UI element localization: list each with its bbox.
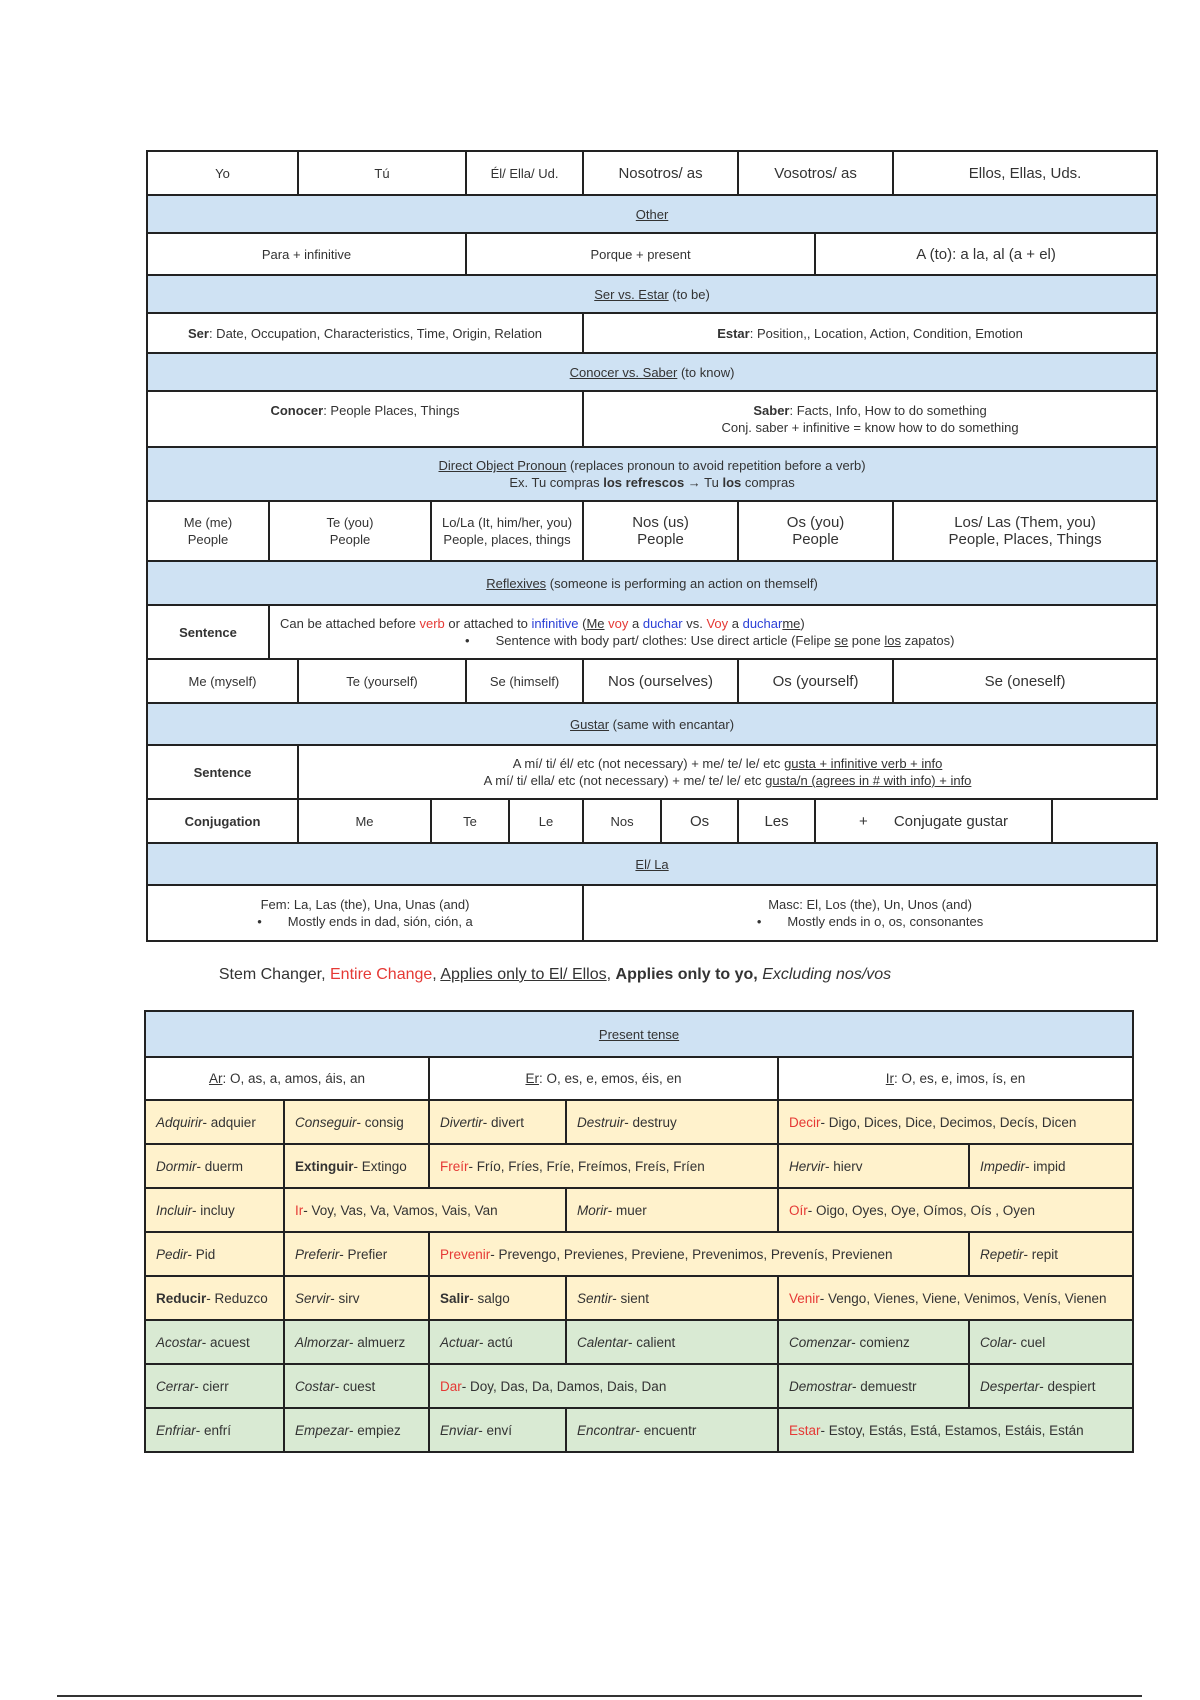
verb-cell [566, 1188, 778, 1232]
verb-infinitive: Divertir [440, 1114, 483, 1130]
verb-infinitive: Encontrar [577, 1422, 636, 1438]
rule-text: or attached to [444, 616, 532, 631]
verb-cell [284, 1100, 429, 1144]
reflexive-pronoun: Os (yourself) [738, 659, 893, 703]
verb-infinitive: Incluir [156, 1202, 193, 1218]
page-bottom-rule [57, 1695, 1142, 1697]
rule-text: a [728, 616, 743, 631]
verb-forms: - Prevengo, Previenes, Previene, Prevenimos, Prevenís, Previenen [490, 1246, 893, 1262]
reflexive-pronoun: Se (oneself) [893, 659, 1157, 703]
section-header-el-la [147, 843, 1157, 885]
er-label: Er [525, 1071, 539, 1086]
verb-infinitive: Salir [440, 1290, 470, 1306]
verb-stem: - acuest [201, 1334, 250, 1350]
reflexive-sentence-label: Sentence [147, 605, 269, 659]
ir-label: Ir [885, 1071, 894, 1086]
verb-cell [284, 1276, 429, 1320]
reflexive-pronoun: Nos (ourselves) [583, 659, 738, 703]
rule-text: zapatos) [900, 633, 955, 648]
pronoun-cell: Vosotros/ as [738, 151, 893, 195]
pronoun-cell: Ellos, Ellas, Uds. [893, 151, 1157, 195]
er-endings-text: : O, es, e, emos, éis, en [538, 1071, 682, 1086]
verb-cell [284, 1232, 429, 1276]
ar-label: Ar [208, 1071, 223, 1086]
rule-verb: voy [608, 616, 629, 631]
dop-pronouns-row [147, 501, 1157, 561]
verb-stem: - encuentr [635, 1422, 697, 1438]
rule-text: A mí/ ti/ él/ etc (not necessary) + me/ te/ le/ etc [512, 756, 785, 771]
verb-cell [429, 1320, 566, 1364]
verb-cell [566, 1320, 778, 1364]
dop-cell [738, 501, 893, 561]
dop-usage: People [792, 531, 839, 548]
gustar-header-rest: (same with encantar) [609, 716, 735, 732]
verb-cell [145, 1144, 284, 1188]
verb-infinitive: Empezar [295, 1422, 350, 1438]
grammar-reference-table [146, 150, 1158, 942]
verb-cell [969, 1144, 1133, 1188]
verb-stem: - adquier [202, 1114, 256, 1130]
rule-article: los [884, 633, 901, 648]
verb-stem: - Pid [187, 1246, 216, 1262]
verb-forms: - Oigo, Oyes, Oye, Oímos, Oís , Oyen [807, 1202, 1036, 1218]
verb-cell [284, 1364, 429, 1408]
dop-pronoun: Lo/La (It, him/her, you) [441, 515, 573, 530]
dop-example-bold2: los [722, 475, 742, 490]
verb-row [145, 1144, 1133, 1188]
rule-text: A mí/ ti/ ella/ etc (not necessary) + me/ te/ le/ etc [483, 773, 766, 788]
verb-stem: - Prefier [339, 1246, 388, 1262]
other-item: A (to): a la, al (a + el) [815, 233, 1157, 275]
verb-stem: - almuerz [349, 1334, 406, 1350]
rule-text: ) [800, 616, 805, 631]
pronoun-cell: Tú [298, 151, 466, 195]
verb-stem: - sirv [330, 1290, 360, 1306]
verb-infinitive: Estar [789, 1422, 821, 1438]
verb-stem: - comienz [851, 1334, 910, 1350]
verb-cell [284, 1144, 429, 1188]
verb-cell [778, 1276, 1133, 1320]
rule-text: pone [848, 633, 885, 648]
verb-infinitive: Sentir [577, 1290, 613, 1306]
verb-cell [145, 1364, 284, 1408]
verb-cell [778, 1320, 969, 1364]
rule-pronoun: se [834, 633, 849, 648]
estar-text: : Position,, Location, Action, Condition, Emotion [749, 325, 1023, 341]
verb-infinitive: Destruir [577, 1114, 625, 1130]
verb-cell [145, 1276, 284, 1320]
verb-cell [429, 1144, 778, 1188]
verb-cell [969, 1320, 1133, 1364]
legend-separator: , [432, 966, 441, 983]
verb-cell [429, 1408, 566, 1452]
other-item: Para + infinitive [147, 233, 466, 275]
dop-example-arrow: → Tu [684, 475, 723, 490]
rule-underlined: gusta/n (agrees in # with info) + info [765, 773, 972, 788]
verb-stem: - sient [612, 1290, 650, 1306]
legend-el-ellos: Applies only to El/ Ellos [440, 966, 607, 983]
verb-cell [778, 1144, 969, 1188]
verb-stem: - Reduzco [206, 1290, 268, 1306]
endings-row [145, 1057, 1133, 1100]
verb-forms: - Digo, Dices, Dice, Decimos, Decís, Dicen [820, 1114, 1077, 1130]
verb-infinitive: Demostrar [789, 1378, 853, 1394]
rule-pronoun: me [782, 616, 801, 631]
reflexives-header-rest: (someone is performing an action on themself) [546, 575, 818, 591]
saber-label: Saber [753, 403, 790, 418]
verb-infinitive: Preferir [295, 1246, 340, 1262]
verb-cell [284, 1188, 566, 1232]
legend-excluding: Excluding nos/vos [762, 966, 892, 983]
verb-infinitive: Enviar [440, 1422, 479, 1438]
dop-header-link: Direct Object Pronoun [438, 458, 567, 473]
gustar-sentence-label: Sentence [147, 745, 298, 799]
verb-forms: - Voy, Vas, Va, Vamos, Vais, Van [303, 1202, 498, 1218]
verb-infinitive: Decir [789, 1114, 821, 1130]
ser-estar-header-link: Ser vs. Estar [594, 286, 669, 302]
saber-cell [583, 391, 1157, 447]
saber-line2: Conj. saber + infinitive = know how to do something [721, 420, 1019, 435]
legend-yo: Applies only to yo, [615, 966, 758, 983]
verb-stem: - actú [479, 1334, 513, 1350]
ser-cell [147, 313, 583, 353]
dop-pronoun: Nos (us) [632, 514, 689, 531]
verb-cell [429, 1100, 566, 1144]
dop-cell [893, 501, 1157, 561]
verb-stem: - cierr [194, 1378, 229, 1394]
rule-verb: Voy [706, 616, 729, 631]
verb-stem: - enví [478, 1422, 513, 1438]
verb-cell [284, 1320, 429, 1364]
verb-stem: - demuestr [852, 1378, 917, 1394]
conocer-cell [147, 391, 583, 447]
verb-cell [145, 1100, 284, 1144]
dop-pronoun: Me (me) [183, 515, 233, 530]
verb-stem: - cuest [334, 1378, 376, 1394]
el-la-header-text: El/ La [635, 856, 669, 872]
verb-cell [566, 1408, 778, 1452]
conocer-saber-header-link: Conocer vs. Saber [569, 364, 678, 380]
verb-infinitive: Pedir [156, 1246, 188, 1262]
dop-cell [583, 501, 738, 561]
reflexive-pronoun: Te (yourself) [298, 659, 466, 703]
ser-estar-header-rest: (to be) [668, 286, 710, 302]
verb-stem: - hierv [825, 1158, 863, 1174]
verb-cell [284, 1408, 429, 1452]
dop-usage: People, places, things [443, 532, 571, 547]
verb-infinitive: Comenzar [789, 1334, 852, 1350]
section-header-present-tense [145, 1011, 1133, 1057]
section-header-reflexives [147, 561, 1157, 605]
verb-stem: - salgo [469, 1290, 510, 1306]
verb-cell [778, 1188, 1133, 1232]
conjugation-pronoun: Le [509, 799, 583, 843]
section-header-other [147, 195, 1157, 233]
verb-stem: - divert [482, 1114, 525, 1130]
dop-cell [431, 501, 583, 561]
verb-cell [566, 1100, 778, 1144]
verb-forms: - Estoy, Estás, Está, Estamos, Estáis, Están [820, 1422, 1084, 1438]
legend-entire-change: Entire Change [330, 966, 433, 983]
verb-stem: - Extingo [353, 1158, 407, 1174]
verb-stem: - despiert [1039, 1378, 1096, 1394]
section-header-direct-object-pronoun [147, 447, 1157, 501]
rule-text: vs. [682, 616, 707, 631]
dop-usage: People [637, 531, 684, 548]
verb-infinitive: Freír [440, 1158, 469, 1174]
verb-infinitive: Calentar [577, 1334, 629, 1350]
verb-infinitive: Conseguir [295, 1114, 357, 1130]
section-header-ser-estar [147, 275, 1157, 313]
verb-infinitive: Impedir [980, 1158, 1026, 1174]
verb-cell [778, 1364, 969, 1408]
ir-endings-text: : O, es, e, imos, ís, en [894, 1071, 1026, 1086]
conjugation-pronoun: Te [431, 799, 509, 843]
verb-stem: - destruy [624, 1114, 677, 1130]
saber-text: : Facts, Info, How to do something [789, 403, 987, 418]
conjugation-label: Conjugation [147, 799, 298, 843]
reflexives-header-link: Reflexives [486, 575, 547, 591]
plus-sign: + [859, 812, 868, 830]
verb-infinitive: Repetir [980, 1246, 1024, 1262]
verb-cell [566, 1276, 778, 1320]
verb-cell [778, 1408, 1133, 1452]
dop-usage: People [187, 532, 229, 547]
legend-stem-changer: Stem Changer, [218, 966, 330, 983]
verb-forms: - Doy, Das, Da, Damos, Dais, Dan [461, 1378, 667, 1394]
dop-cell [269, 501, 431, 561]
verb-infinitive: Extinguir [295, 1158, 354, 1174]
gustar-header-link: Gustar [570, 716, 610, 732]
verb-infinitive: Almorzar [295, 1334, 350, 1350]
conjugate-gustar-text: Conjugate gustar [893, 812, 1009, 830]
verb-row [145, 1364, 1133, 1408]
verb-infinitive: Colar [980, 1334, 1013, 1350]
section-header-conocer-saber [147, 353, 1157, 391]
verb-row [145, 1188, 1133, 1232]
verb-infinitive: Cerrar [156, 1378, 195, 1394]
verb-infinitive: Hervir [789, 1158, 825, 1174]
verb-infinitive: Dormir [156, 1158, 197, 1174]
rule-text: Sentence with body part/ clothes: Use direct article (Felipe [495, 633, 835, 648]
masculine-cell [583, 885, 1157, 941]
verb-stem: - empiez [349, 1422, 401, 1438]
rule-infinitive: duchar [642, 616, 683, 631]
verb-infinitive: Dar [440, 1378, 462, 1394]
verb-cell [969, 1232, 1133, 1276]
er-endings [429, 1057, 778, 1100]
verb-cell [429, 1364, 778, 1408]
verb-infinitive: Prevenir [440, 1246, 491, 1262]
rule-text: Can be attached before [280, 616, 420, 631]
ir-endings [778, 1057, 1133, 1100]
conjugation-pronoun: Les [738, 799, 815, 843]
estar-cell [583, 313, 1157, 353]
ar-endings [145, 1057, 429, 1100]
verb-forms: - Frío, Fríes, Fríe, Freímos, Freís, Fríen [468, 1158, 705, 1174]
legend-separator: , [606, 966, 616, 983]
reflexive-sentence-rules [269, 605, 1157, 659]
verb-cell [145, 1408, 284, 1452]
verb-cell [145, 1188, 284, 1232]
ser-text: : Date, Occupation, Characteristics, Time, Origin, Relation [208, 325, 543, 341]
verb-row [145, 1232, 1133, 1276]
verb-infinitive: Adquirir [156, 1114, 203, 1130]
dop-usage: People, Places, Things [948, 531, 1102, 548]
reflexive-pronoun: Me (myself) [147, 659, 298, 703]
dop-example-suffix: compras [741, 475, 795, 490]
conjugation-pronoun: Me [298, 799, 431, 843]
dop-usage: People [329, 532, 371, 547]
ar-endings-text: : O, as, a, amos, áis, an [222, 1071, 366, 1086]
rule-text: a [628, 616, 643, 631]
dop-cell [147, 501, 269, 561]
gustar-conjugation-row [147, 799, 1157, 843]
verb-cell [145, 1232, 284, 1276]
verb-infinitive: Costar [295, 1378, 335, 1394]
rule-verb: verb [419, 616, 445, 631]
verb-infinitive: Oír [789, 1202, 808, 1218]
verb-stem: - calient [628, 1334, 676, 1350]
verb-stem: - enfrí [195, 1422, 232, 1438]
dop-example-bold1: los refrescos [603, 475, 685, 490]
verb-stem: - cuel [1012, 1334, 1046, 1350]
dop-pronoun: Te (you) [326, 515, 374, 530]
verb-forms: - Vengo, Vienes, Viene, Venimos, Venís, Vienen [819, 1290, 1107, 1306]
conjugation-pronoun: Os [661, 799, 738, 843]
estar-label: Estar [717, 325, 750, 341]
verb-cell [969, 1364, 1133, 1408]
verb-cell [778, 1100, 1133, 1144]
reflexive-pronoun: Se (himself) [466, 659, 583, 703]
conocer-text: : People Places, Things [323, 403, 460, 418]
other-item: Porque + present [466, 233, 815, 275]
dop-header-rest: (replaces pronoun to avoid repetition before a verb) [566, 458, 866, 473]
pronoun-cell: Nosotros/ as [583, 151, 738, 195]
verb-stem: - incluy [192, 1202, 235, 1218]
ser-label: Ser [187, 325, 209, 341]
verb-infinitive: Venir [789, 1290, 820, 1306]
verb-row [145, 1276, 1133, 1320]
other-header-text: Other [635, 206, 669, 222]
verb-infinitive: Despertar [980, 1378, 1040, 1394]
verb-stem: - repit [1023, 1246, 1059, 1262]
verb-infinitive: Actuar [440, 1334, 480, 1350]
pronoun-cell: Él/ Ella/ Ud. [466, 151, 583, 195]
reflexive-pronouns-row [147, 659, 1157, 703]
conocer-label: Conocer [270, 403, 324, 418]
verb-infinitive: Servir [295, 1290, 331, 1306]
rule-infinitive: infinitive [531, 616, 579, 631]
feminine-cell [147, 885, 583, 941]
pronouns-row [147, 151, 1157, 195]
present-tense-table [144, 1010, 1134, 1453]
conjugation-pronoun: Nos [583, 799, 661, 843]
verb-stem: - impid [1025, 1158, 1066, 1174]
rule-underlined: gusta + infinitive verb + info [784, 756, 943, 771]
masculine-articles: Masc: El, Los (the), Un, Unos (and) [768, 897, 972, 912]
dop-example-prefix: Ex. Tu compras [509, 475, 604, 490]
verb-cell [429, 1276, 566, 1320]
verb-infinitive: Acostar [156, 1334, 202, 1350]
verb-stem: - duerm [196, 1158, 244, 1174]
dop-pronoun: Os (you) [786, 514, 845, 531]
bullet-rule [280, 633, 954, 648]
feminine-rule: • Mostly ends in dad, sión, ción, a [257, 914, 473, 929]
verb-infinitive: Ir [295, 1202, 304, 1218]
verb-row [145, 1320, 1133, 1364]
verb-row [145, 1100, 1133, 1144]
rule-text: ( [578, 616, 587, 631]
dop-pronoun: Los/ Las (Them, you) [954, 514, 1096, 531]
verb-infinitive: Morir [577, 1202, 608, 1218]
rule-infinitive: duchar [742, 616, 783, 631]
verb-infinitive: Reducir [156, 1290, 207, 1306]
pronoun-cell: Yo [147, 151, 298, 195]
verb-stem: - muer [607, 1202, 647, 1218]
verb-infinitive: Enfriar [156, 1422, 196, 1438]
conjugate-gustar-cell [815, 799, 1052, 843]
conocer-saber-header-rest: (to know) [677, 364, 735, 380]
gustar-sentence-rules [298, 745, 1157, 799]
verb-stem: - consig [356, 1114, 404, 1130]
section-header-gustar [147, 703, 1157, 745]
rule-pronoun: Me [586, 616, 605, 631]
masculine-rule: • Mostly ends in o, os, consonantes [757, 914, 983, 929]
feminine-articles: Fem: La, Las (the), Una, Unas (and) [260, 897, 470, 912]
present-tense-header-text: Present tense [598, 1026, 680, 1042]
verb-row [145, 1408, 1133, 1452]
verb-color-legend [0, 966, 1155, 984]
verb-cell [429, 1232, 969, 1276]
verb-cell [145, 1320, 284, 1364]
